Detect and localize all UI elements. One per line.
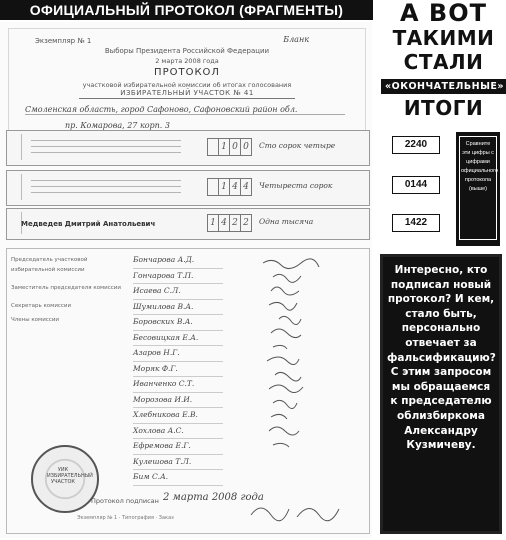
election-title: Выборы Президента Российской Федерации [104,47,270,55]
member-name: Исаева С.Л. [133,284,223,300]
member-name: Шумилова В.А. [133,300,223,316]
row-description-lines [31,175,181,198]
digit-box: 4 [229,178,241,196]
digit-boxes [207,178,251,196]
protocol-title: ПРОТОКОЛ [154,67,220,78]
role-secretary: Секретарь комиссии [11,303,72,309]
member-name: Иванченко С.Т. [133,377,223,393]
protocol-row-1 [6,130,370,166]
digit-box: 1 [218,138,230,156]
role-members: Члены комиссии [11,317,59,323]
amount-in-words: Сто сорок четыре [259,141,336,150]
protocol-row-3 [6,208,370,240]
headline-line-2: ТАКИМИ [392,26,495,50]
footer-signatures [247,495,357,525]
signature-scribbles [243,255,363,455]
compare-note-text: Сравните эти цифры с цифрами официального протокола (выше) [459,136,497,240]
digit-box: 4 [240,178,252,196]
protocol-scan [0,22,372,538]
headline-line-1: А ВОТ [400,0,487,27]
member-name: Морозова И.И. [133,393,223,409]
row-number-cell [11,174,22,200]
row-number-cell [11,134,22,160]
amount-in-words: Одна тысяча [259,217,314,226]
signed-date: 2 марта 2008 года [163,492,264,503]
number-box-2: 0144 [392,176,440,194]
address-line-2: пр. Комарова, 27 корп. 3 [65,121,305,131]
address-line-1: Смоленская область, город Сафоново, Сафоновский район обл. [25,105,345,115]
member-name: Хохлова А.С. [133,424,223,440]
digit-box: 2 [240,214,252,232]
signatures-drawing [243,255,363,455]
question-text: Интересно, кто подписал новый протокол? И кем, стало быть, персонально отвечает за фальсификацию? С этим запросом мы обращаемся к председателю облизбиркома Александру Кузмичеву. [387,264,496,452]
member-name: Хлебникова Е.В. [133,408,223,424]
signatures-section [6,248,370,534]
digit-box: 1 [207,214,219,232]
headline-line-4: ИТОГИ [403,96,484,120]
blank-label: Бланк [283,35,309,44]
protocol-row-2 [6,170,370,206]
digit-boxes [207,214,251,232]
number-box-3: 1422 [392,214,440,232]
compare-note-box [456,132,500,246]
election-date: 2 марта 2008 года [155,57,219,65]
candidate-name-area [21,213,171,231]
headline-line-3: СТАЛИ [403,50,484,74]
member-name: Бончарова А.Д. [133,253,223,269]
member-name: Бесовицкая Е.А. [133,331,223,347]
digit-box: 0 [240,138,252,156]
article-header: ОФИЦИАЛЬНЫЙ ПРОТОКОЛ (ФРАГМЕНТЫ) [0,0,373,20]
member-name: Гончарова Т.П. [133,269,223,285]
member-name: Моряк Ф.Г. [133,362,223,378]
sheet-number: Экземпляр № 1 [35,37,92,45]
commission-line: участковой избирательной комиссии об итогах голосования [82,81,292,89]
digit-boxes [207,138,251,156]
member-name: Бим С.А. [133,470,223,486]
candidate-name: Медведев Дмитрий Анатольевич [21,220,156,228]
member-name: Кулешова Т.Л. [133,455,223,471]
member-name: Боровских В.А. [133,315,223,331]
amount-in-words: Четыреста сорок [259,181,333,190]
role-chair: Председатель участковой избирательной комиссии [11,257,88,273]
row-description-lines [31,135,181,158]
stamp-text: УИК ИЗБИРАТЕЛЬНЫЙ УЧАСТОК [47,467,93,485]
digit-box: 4 [218,214,230,232]
member-names [133,253,223,486]
digit-box: 0 [229,138,241,156]
role-labels [11,255,129,325]
print-info: Экземпляр № 1 · Типография · Заказ [77,515,174,521]
digit-box: 1 [218,178,230,196]
precinct-line: ИЗБИРАТЕЛЬНЫЙ УЧАСТОК № 41 [79,89,295,99]
question-box [380,254,502,534]
role-deputy: Заместитель председателя комиссии [11,285,121,291]
digit-box: 2 [229,214,241,232]
headline [381,0,506,119]
signed-label: Протокол подписан [91,497,159,505]
number-box-1: 2240 [392,136,440,154]
member-name: Азаров Н.Г. [133,346,223,362]
member-name: Ефремова Е.Г. [133,439,223,455]
headline-quoted: «ОКОНЧАТЕЛЬНЫЕ» [381,79,506,94]
